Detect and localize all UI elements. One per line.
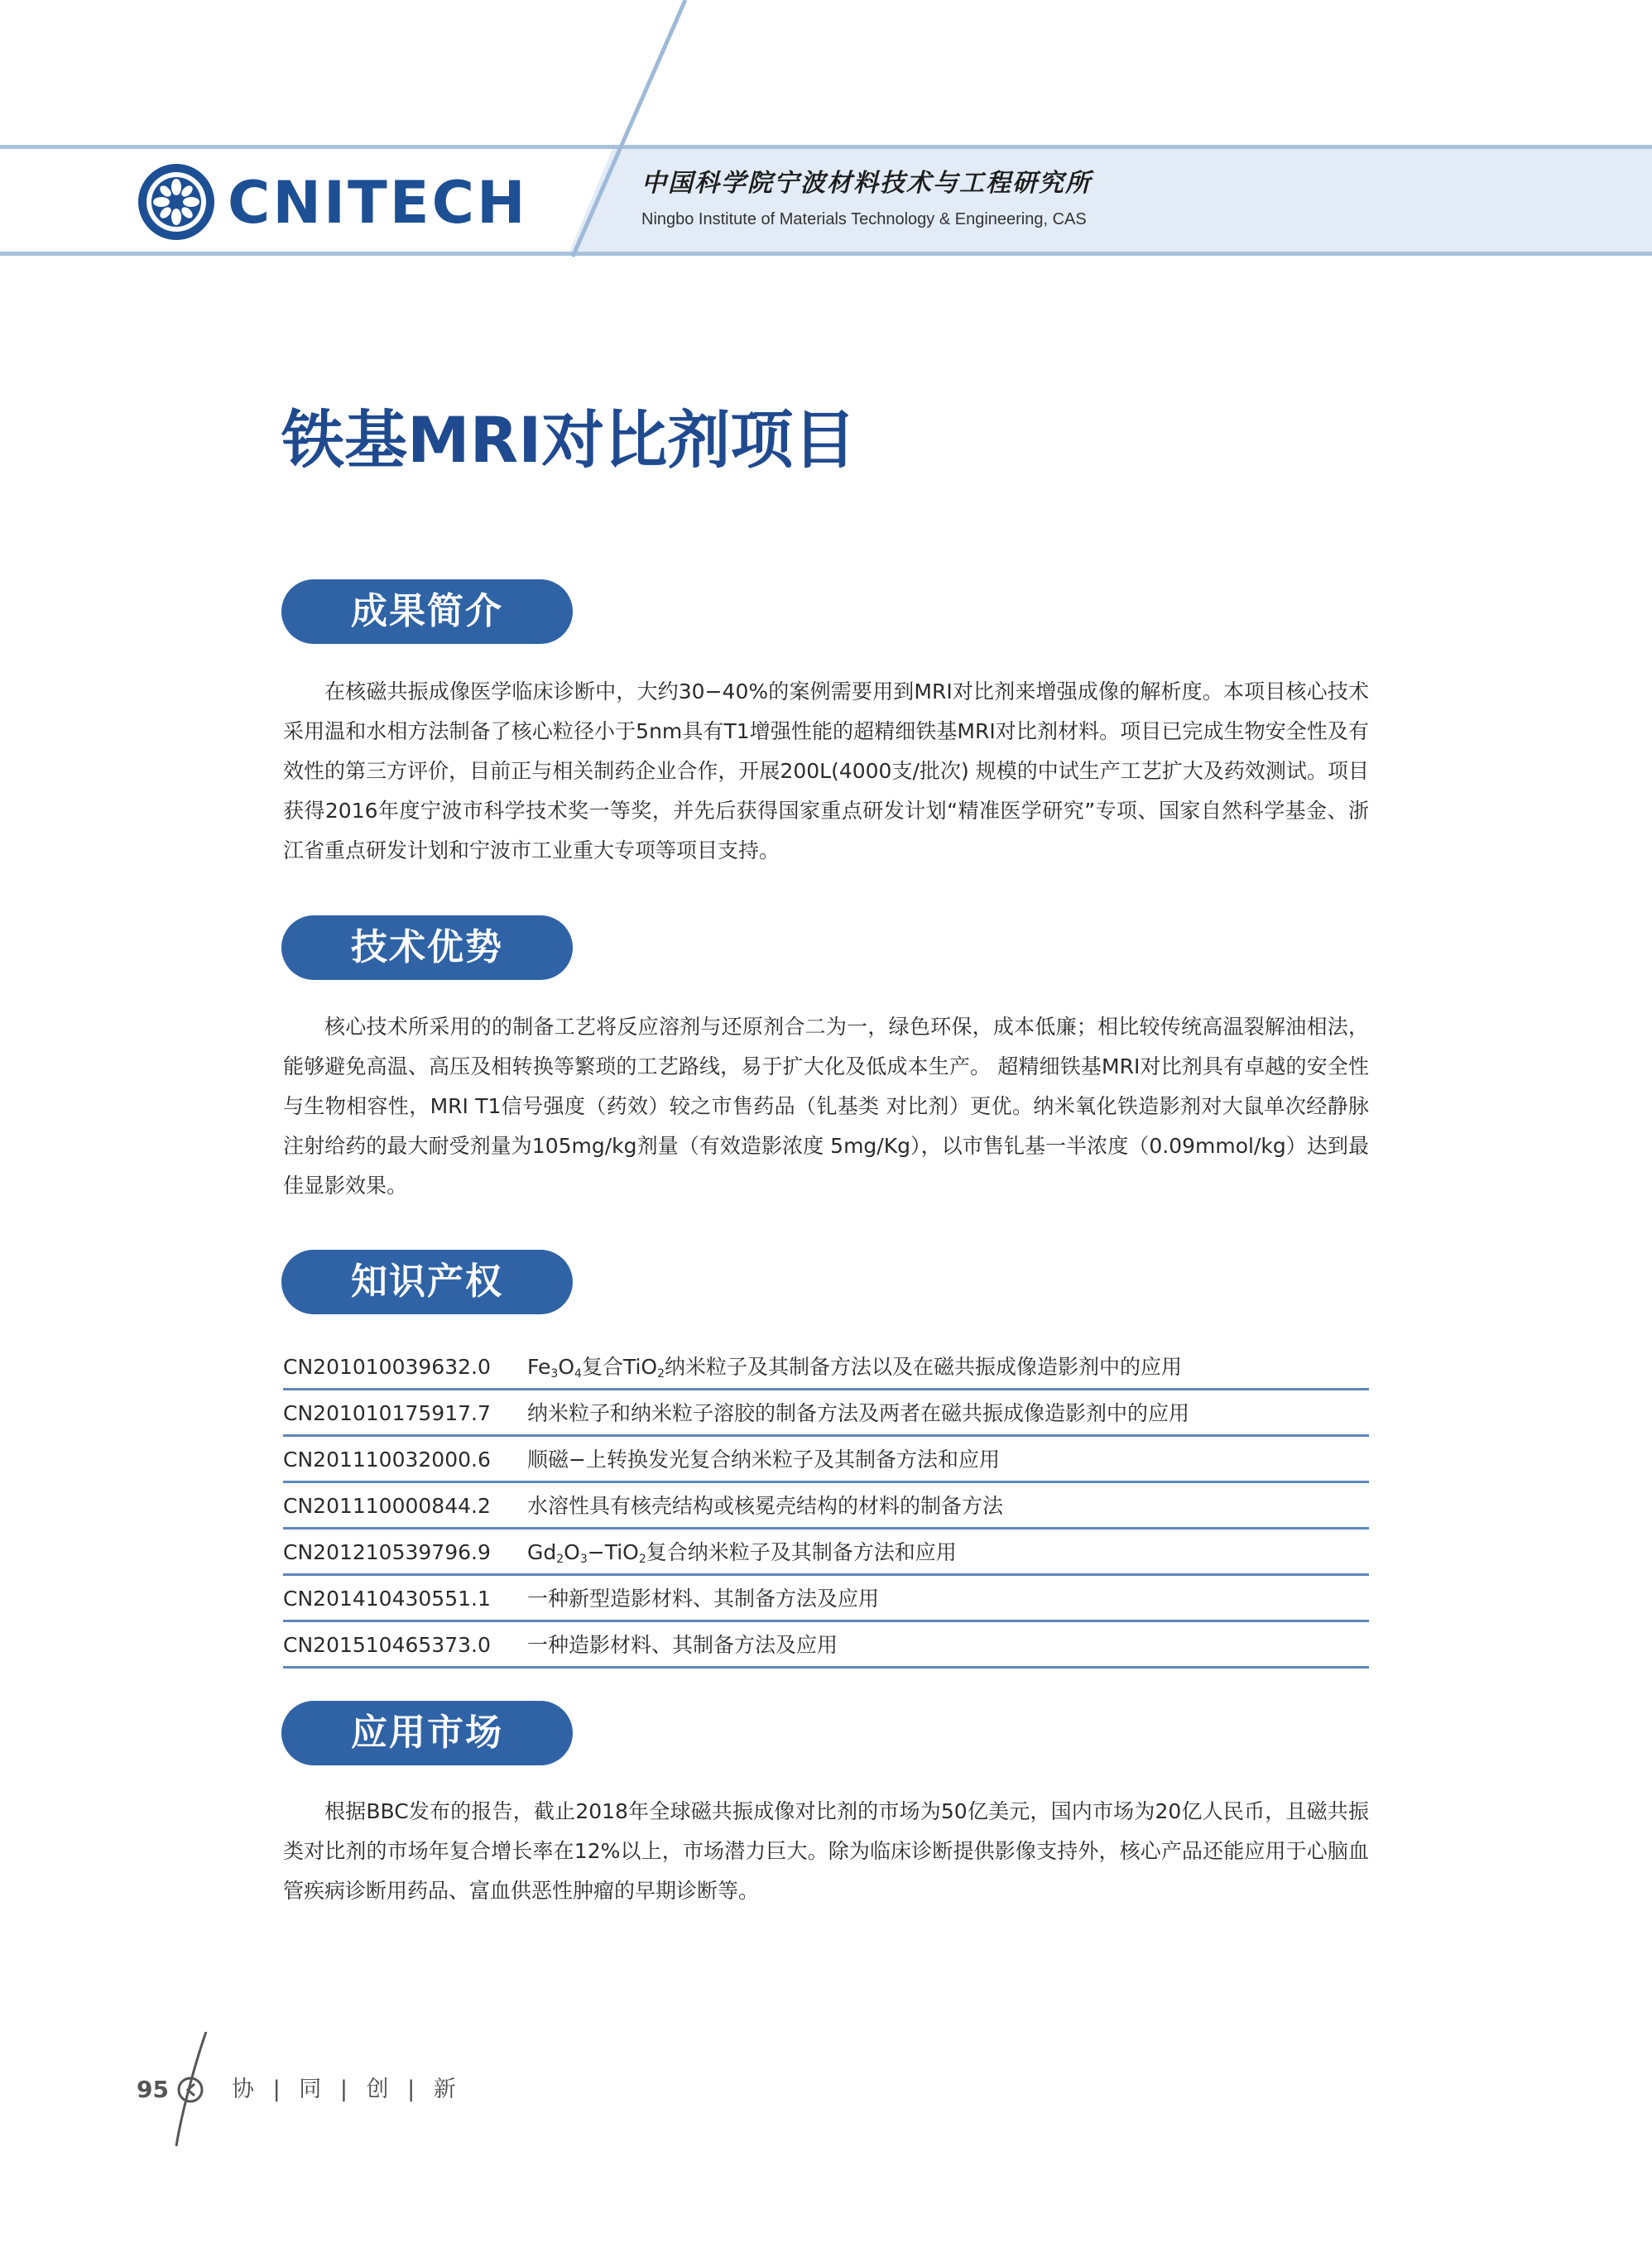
page-number: 95 (137, 2076, 169, 2103)
institute-name-cn: 中国科学院宁波材料技术与工程研究所 (641, 169, 1092, 198)
patent-number: CN201110000844.2 (283, 1494, 491, 1518)
footer-motto: 协 | 同 | 创 | 新 (232, 2077, 456, 2102)
patent-row (283, 1344, 1369, 1390)
patent-row (283, 1437, 1369, 1483)
patent-title: $Fe_3O_4$复合TiO$_2$纳米粒子及其制备方法以及在磁共振成像造影剂中的应用 (527, 1355, 1183, 1381)
intro-paragraph: 在核磁共振成像医学临床诊断中，大约30−40%的案例需要用到MRI对比剂来增强成像的解析度。本项目核心技术采用温和水相方法制备了核心粒径小于5nm具有T1增强性能的超精细铁基MRI对比剂材料。项目已完成生物安全性及有效性的第三方评价，目前正与相关制药企业合作，开展200L(4000支/批次) 规模的中试生产工艺扩大及药效测试。项目获得2016年度宁波市科学技术奖一等奖，并先后获得国家重点研发计划“精准医学研究”专项、国家自然科学基金、浙江省重点研发计划和宁波市工业重大专项等项目支持。 (283, 680, 1369, 862)
patent-number: CN201010039632.0 (283, 1355, 491, 1379)
patent-row (283, 1622, 1369, 1669)
institute-name-en: Ningbo Institute of Materials Technology & Engineering, CAS (641, 210, 1087, 228)
patent-number: CN201510465373.0 (283, 1633, 491, 1657)
patent-title: 一种新型造影材料、其制备方法及应用 (527, 1587, 880, 1611)
page-title: 铁基MRI对比剂项目 (281, 403, 857, 477)
patent-row (283, 1390, 1369, 1437)
patent-number: CN201110032000.6 (283, 1448, 491, 1472)
patent-title: 水溶性具有核壳结构或核冕壳结构的材料的制备方法 (527, 1494, 1004, 1518)
section-heading-ip: 知识产权 (281, 1250, 573, 1314)
patent-number: CN201010175917.7 (283, 1401, 491, 1425)
section-heading-intro: 成果简介 (281, 579, 573, 644)
patent-row (283, 1529, 1369, 1576)
cnitech-logo-text: CNITECH (228, 169, 528, 237)
section-heading-advantage: 技术优势 (281, 915, 573, 980)
patent-row (283, 1483, 1369, 1529)
page-number-decoration-icon (170, 2032, 228, 2148)
patent-number: CN201210539796.9 (283, 1540, 491, 1564)
market-paragraph: 根据BBC发布的报告，截止2018年全球磁共振成像对比剂的市场为50亿美元，国内市场为20亿人民币，且磁共振类对比剂的市场年复合增长率在12%以上，市场潜力巨大。除为临床诊断提供影像支持外，核心产品还能应用于心脑血管疾病诊断用药品、富血供恶性肿瘤的早期诊断等。 (283, 1799, 1369, 1903)
patent-title: $Gd_2O_3-TiO_2$复合纳米粒子及其制备方法和应用 (527, 1540, 957, 1566)
advantage-paragraph: 核心技术所采用的的制备工艺将反应溶剂与还原剂合二为一，绿色环保，成本低廉；相比较传统高温裂解油相法，能够避免高温、高压及相转换等繁琐的工艺路线，易于扩大化及低成本生产。 超精细铁基MRI对比剂具有卓越的安全性与生物相容性，MRI T1信号强度（药效）较之市售药品（钆基类 对比剂）更优。纳米氧化铁造影剂对大鼠单次经静脉注射给药的最大耐受剂量为105mg/kg剂量（有效造影浓度 5mg/Kg），以市售钆基一半浓度（0.09mmol/kg）达到最佳显影效果。 (283, 1015, 1369, 1198)
patent-table (283, 1344, 1369, 1669)
patent-number: CN201410430551.1 (283, 1587, 491, 1611)
patent-title: 顺磁−上转换发光复合纳米粒子及其制备方法和应用 (527, 1448, 1000, 1472)
section-heading-market: 应用市场 (281, 1701, 573, 1765)
patent-title: 一种造影材料、其制备方法及应用 (527, 1633, 838, 1657)
patent-title: 纳米粒子和纳米粒子溶胶的制备方法及两者在磁共振成像造影剂中的应用 (527, 1401, 1190, 1425)
cas-emblem-icon (137, 162, 216, 242)
patent-row (283, 1576, 1369, 1622)
